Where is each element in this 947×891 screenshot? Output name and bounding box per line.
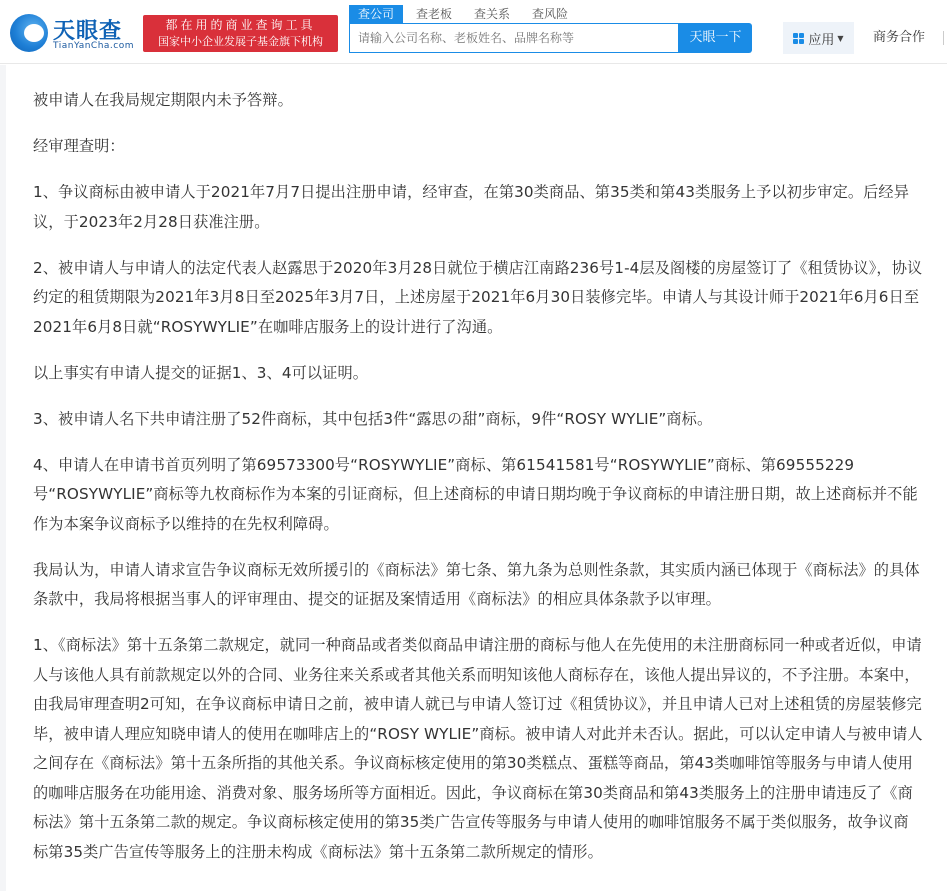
paragraph: 经审理查明： xyxy=(33,137,125,155)
search-input[interactable] xyxy=(350,24,678,52)
site-header xyxy=(0,0,947,64)
paragraph: 以上事实有申请人提交的证据1、3、4可以证明。 xyxy=(33,363,369,382)
logo-eye-icon xyxy=(10,14,48,52)
tianyancha-logo[interactable] xyxy=(8,12,138,56)
logo-domain: TianYanCha.com xyxy=(53,41,135,51)
nav-divider xyxy=(943,31,944,45)
paragraph: 2、被申请人与申请人的法定代表人赵露思于2020年3月28日就位于横店江南路236号1-4层及阁楼的房屋签订了《租赁协议》，协议约定的租赁期限为2021年3月8日至2025年3月7日，上述房屋于2021年6月30日装修完毕。申请人与其设计师于2021年6月6日至2021年6月8日就“ROSYWYLIE”在咖啡店服务上的设计进行了沟通。 xyxy=(33,258,923,336)
grid-icon xyxy=(793,33,804,44)
apps-dropdown-button[interactable] xyxy=(783,22,854,54)
slogan-banner xyxy=(143,15,338,52)
article-body xyxy=(33,86,923,884)
paragraph: 1、争议商标由被申请人于2021年7月7日提出注册申请，经审查，在第30类商品、第35类和第43类服务上予以初步审定。后经异议，于2023年2月28日获准注册。 xyxy=(33,183,910,231)
search-box xyxy=(349,23,679,53)
paragraph: 被申请人在我局规定期限内未予答辩。 xyxy=(33,91,293,109)
tab-search-boss[interactable]: 查老板 xyxy=(416,7,453,21)
tab-search-company[interactable]: 查公司 xyxy=(349,5,403,23)
logo-name: 天眼查 xyxy=(53,19,123,44)
tab-search-risk[interactable]: 查风险 xyxy=(532,7,569,21)
paragraph: 3、被申请人名下共申请注册了52件商标，其中包括3件“露思の甜”商标，9件“ROSY WYLIE”商标。 xyxy=(33,409,713,428)
search-tabs xyxy=(349,5,581,23)
slogan-line-1: 都在用的商业查询工具 xyxy=(165,18,316,32)
business-cooperation-link[interactable]: 商务合作 xyxy=(873,30,926,45)
paragraph: 4、申请人在申请书首页列明了第69573300号“ROSYWYLIE”商标、第61541581号“ROSYWYLIE”商标、第69555229号“ROSYWYLIE”商标等九枚商标作为本案的引证商标，但上述商标的申请日期均晚于争议商标的申请注册日期，故上述商标并不能作为本案争议商标予以维持的在先权利障碍。 xyxy=(33,455,918,533)
page-gutter xyxy=(0,65,6,891)
apps-label: 应用 xyxy=(808,32,835,48)
caret-down-icon: ▼ xyxy=(837,33,844,43)
search-button[interactable]: 天眼一下 xyxy=(679,23,752,53)
slogan-line-2: 国家中小企业发展子基金旗下机构 xyxy=(158,35,323,48)
paragraph: 我局认为，申请人请求宣告争议商标无效所援引的《商标法》第七条、第九条为总则性条款，其实质内涵已体现于《商标法》的具体条款中，我局将根据当事人的评审理由、提交的证据及案情适用《商标法》的相应具体条款予以审理。 xyxy=(33,560,920,608)
tab-search-relation[interactable]: 查关系 xyxy=(474,7,511,21)
paragraph: 1、《商标法》第十五条第二款规定，就同一种商品或者类似商品申请注册的商标与他人在先使用的未注册商标同一种或者近似，申请人与该他人具有前款规定以外的合同、业务往来关系或者其他关系而明知该他人商标存在，该他人提出异议的，不予注册。本案中，由我局审理查明2可知，在争议商标申请日之前，被申请人就已与申请人签订过《租赁协议》，并且申请人已对上述租赁的房屋装修完毕，被申请人理应知晓申请人的使用在咖啡店上的“ROSY WYLIE”商标。被申请人对此并未否认。据此，可以认定申请人与被申请人之间存在《商标法》第十五条所指的其他关系。争议商标核定使用的第30类糕点、蛋糕等商品，第43类咖啡馆等服务与申请人使用的咖啡店服务在功能用途、消费对象、服务场所等方面相近。因此，争议商标在第30类商品和第43类服务上的注册申请违反了《商标法》第十五条第二款的规定。争议商标核定使用的第35类广告宣传等服务与申请人使用的咖啡馆服务不属于类似服务，故争议商标第35类广告宣传等服务上的注册未构成《商标法》第十五条第二款所规定的情形。 xyxy=(33,636,923,861)
